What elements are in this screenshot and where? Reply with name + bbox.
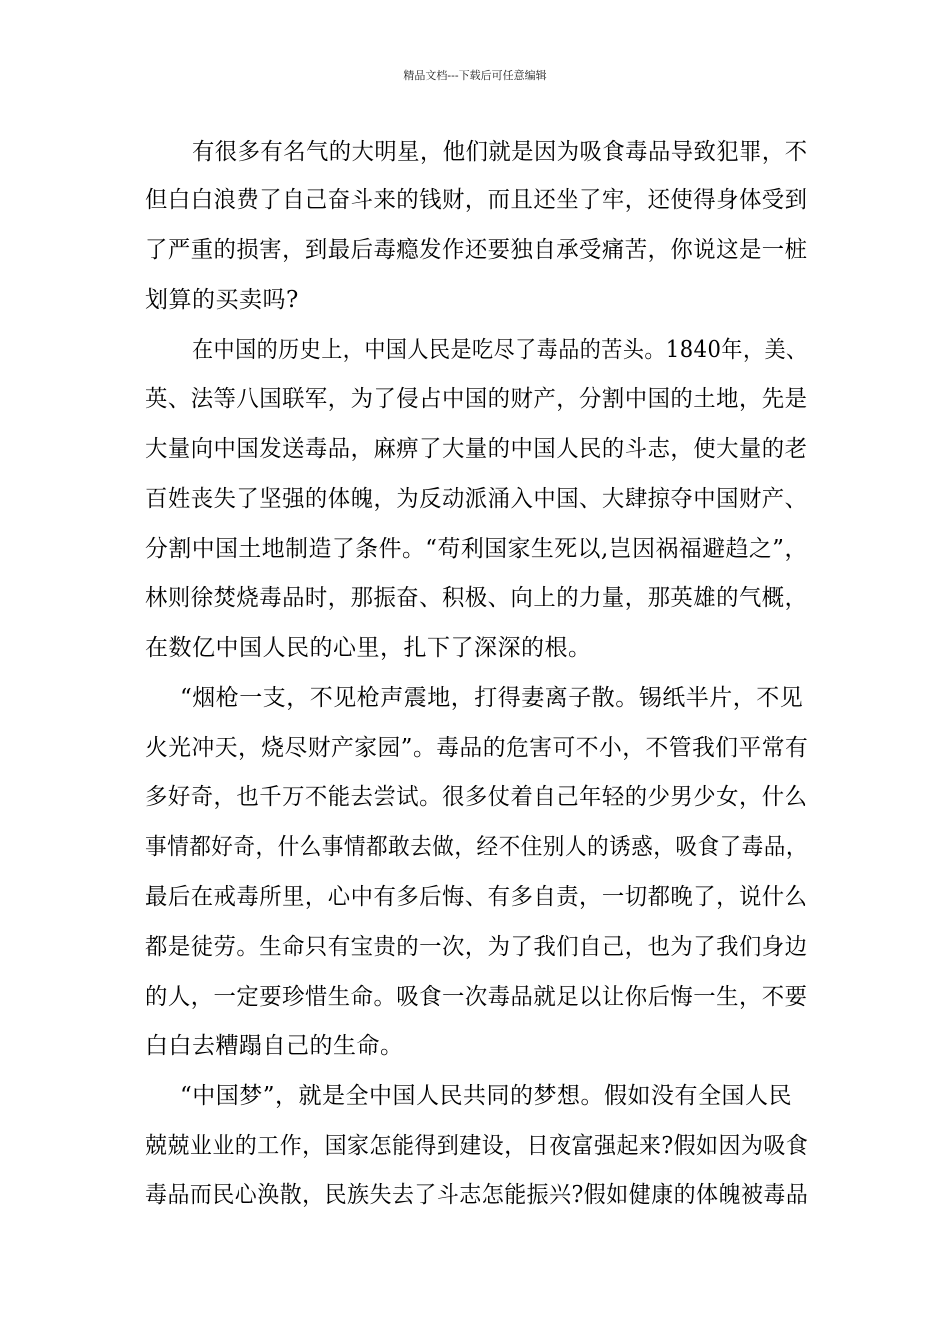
paragraph-line: 多好奇，也千万不能去尝试。很多仗着自己年轻的少男少女，什么	[145, 784, 808, 810]
paragraph-line: 了严重的损害，到最后毒瘾发作还要独自承受痛苦，你说这是一桩	[145, 237, 808, 263]
paragraph-line: 毒品而民心涣散，民族失去了斗志怎能振兴?假如健康的体魄被毒品	[145, 1182, 809, 1208]
paragraph-line: 有很多有名气的大明星，他们就是因为吸食毒品导致犯罪，不	[192, 139, 808, 165]
paragraph-line: 划算的买卖吗?	[145, 287, 299, 313]
paragraph-line: 都是徒劳。生命只有宝贵的一次，为了我们自己，也为了我们身边	[145, 934, 808, 960]
paragraph-line: 分割中国土地制造了条件。“苟利国家生死以,岂因祸福避趋之”，	[145, 536, 808, 562]
paragraph-line: 百姓丧失了坚强的体魄，为反动派涌入中国、大肆掠夺中国财产、	[145, 486, 808, 512]
page-header: 精品文档---下载后可任意编辑	[403, 69, 547, 82]
paragraph-line: 英、法等八国联军，为了侵占中国的财产，分割中国的土地，先是	[145, 386, 808, 412]
paragraph-line: 最后在戒毒所里，心中有多后悔、有多自责，一切都晚了，说什么	[145, 884, 808, 910]
paragraph-line: 在数亿中国人民的心里，扎下了深深的根。	[145, 635, 592, 661]
paragraph-line: 白白去糟蹋自己的生命。	[145, 1033, 404, 1059]
paragraph-line: 但白白浪费了自己奋斗来的钱财，而且还坐了牢，还使得身体受到	[145, 187, 808, 213]
paragraph-line: 兢兢业业的工作，国家怎能得到建设，日夜富强起来?假如因为吸食	[145, 1133, 809, 1159]
paragraph-line: 事情都好奇，什么事情都敢去做，经不住别人的诱惑，吸食了毒品，	[145, 834, 808, 860]
paragraph-line: 的人，一定要珍惜生命。吸食一次毒品就足以让你后悔一生，不要	[145, 984, 808, 1010]
paragraph-line: “烟枪一支，不见枪声震地，打得妻离子散。锡纸半片，不见	[180, 685, 804, 711]
paragraph-line: 林则徐焚烧毒品时，那振奋、积极、向上的力量，那英雄的气概，	[145, 585, 808, 611]
paragraph-line: 大量向中国发送毒品，麻痹了大量的中国人民的斗志，使大量的老	[145, 436, 808, 462]
paragraph-line: “中国梦”，就是全中国人民共同的梦想。假如没有全国人民	[180, 1083, 793, 1109]
paragraph-line: 在中国的历史上，中国人民是吃尽了毒品的苦头。1840年，美、	[192, 337, 808, 363]
paragraph-line: 火光冲天，烧尽财产家园”。毒品的危害可不小，不管我们平常有	[145, 735, 809, 761]
